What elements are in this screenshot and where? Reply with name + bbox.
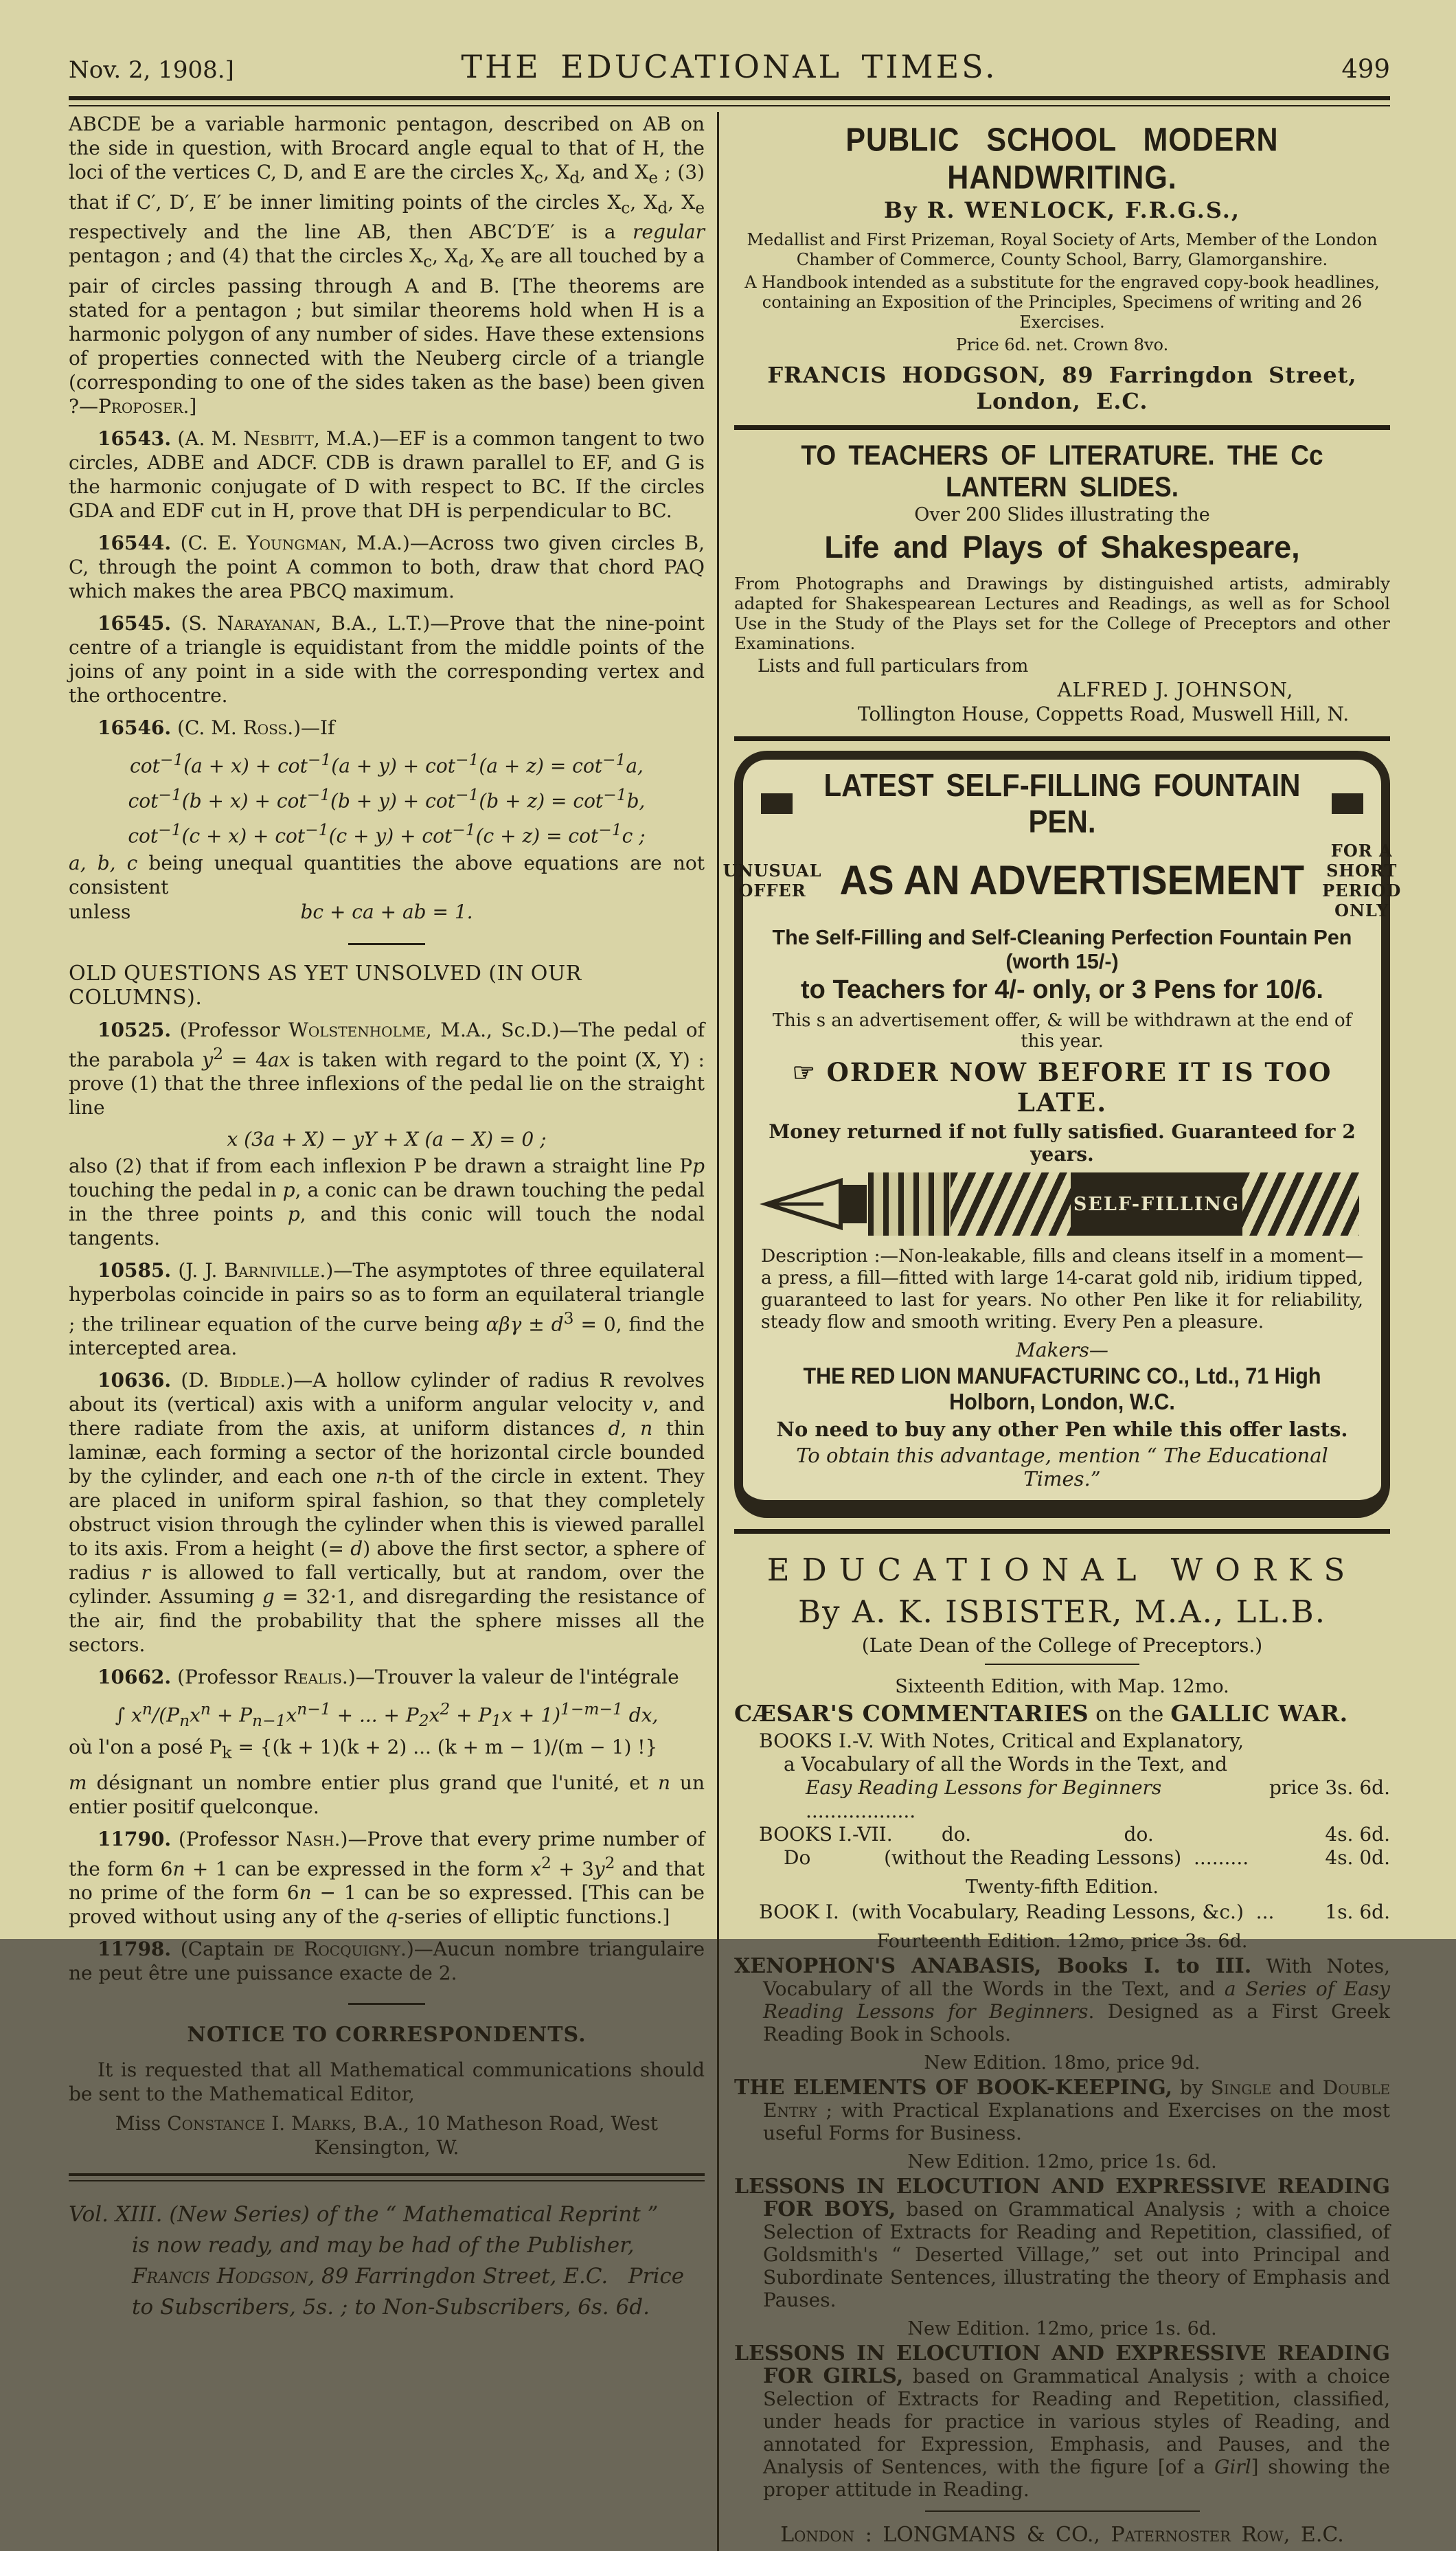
border-ornament-icon xyxy=(761,793,793,814)
pen-offer-right xyxy=(1322,841,1401,920)
equation-10525: x (3a + X) − yY + X (a − X) = 0 ; xyxy=(227,1128,547,1151)
problem-16546-tail: a, b, c being unequal quantities the above equations are not consistent xyxy=(69,851,705,898)
problem-10585: 10585. (J. J. Barniville.)—The asymptotes of three equilateral hyperbolas coincide in pairs so as to form an equilateral triangle ; the trilinear equation of the curve being $\alpha\beta\gamma \pm d^3 = 0$, find the intercepted area. xyxy=(69,1259,705,1360)
pen-line1: The Self-Filling and Self-Cleaning Perfection Fountain Pen (worth 15/-) xyxy=(772,926,1352,973)
ad-lantern-lists: Lists and full particulars from xyxy=(758,656,1029,677)
ad-divider-rule xyxy=(734,425,1390,430)
notice-address-1: Miss Constance I. Marks, B.A., 10 Matheson Road, West xyxy=(115,2112,659,2135)
ad-handwriting-blurb: A Handbook intended as a substitute for the engraved copy-book headlines, containing an Exposition of the Principles, Specimens of writing and 26 Exercises. xyxy=(744,273,1380,332)
content-columns xyxy=(69,112,1402,2551)
elocution-girls-entry: LESSONS IN ELOCUTION AND EXPRESSIVE READING FOR GIRLS, based on Grammatical Analysis ; with a choice Selection of Extracts for Reading and Repetition, classified, under heads for practice in various styles of Reading, and annotated for Expression, Emphasis, and Pauses, and the Analysis of Sentences, with the figure [of a Girl] showing the proper attitude in Reading. xyxy=(734,2342,1390,2501)
edition-line-12mo-a: New Edition. 12mo, price 1s. 6d. xyxy=(907,2151,1217,2173)
caesar-title: CÆSAR'S COMMENTARIES on the GALLIC WAR. xyxy=(734,1700,1348,1727)
pen-description: Description :—Non-leakable, fills and cleans itself in a moment—a press, a fill—fitted with large 14-carat gold nib, iridium tipped, guaranteed to last for years. No other Pen like it for reliability, steady flow and smooth writing. Every Pen a pleasure. xyxy=(761,1245,1363,1333)
ad-educational-works xyxy=(734,1552,1390,2547)
ad-handwriting-headline: PUBLIC SCHOOL MODERN HANDWRITING. xyxy=(845,122,1279,196)
edition-line-14: Fourteenth Edition. 12mo, price 3s. 6d. xyxy=(876,1931,1248,1952)
pen-no-need-line: No need to buy any other Pen while this offer lasts. xyxy=(776,1418,1348,1441)
pen-headline: LATEST SELF-FILLING FOUNTAIN PEN. xyxy=(823,767,1301,839)
pen-label-band xyxy=(1071,1172,1242,1236)
column-end-rule xyxy=(69,2173,705,2181)
pen-order-line: ☞ ORDER NOW BEFORE IT IS TOO LATE. xyxy=(792,1057,1332,1118)
notice-body: It is requested that all Mathematical communications should be sent to the Mathematical Editor, xyxy=(69,2059,705,2106)
pen-offer-big: AS AN ADVERTISEMENT xyxy=(839,857,1305,904)
ad-handwriting-publisher: FRANCIS HODGSON, 89 Farringdon Street, London, E.C. xyxy=(767,362,1357,414)
pen-guarantee: Money returned if not fully satisfied. Guaranteed for 2 years. xyxy=(769,1120,1356,1166)
problem-16543: 16543. (A. M. Nesbitt, M.A.)—EF is a common tangent to two circles, ADBE and ADCF. CDB is drawn parallel to EF, and G is the harmonic conjugate of D with respect to BC. If the circles GDA and EDF cut in H, prove that DH is perpendicular to BC. xyxy=(69,427,705,522)
page-number: 499 xyxy=(1341,54,1390,84)
fountain-pen-illustration xyxy=(765,1172,1359,1236)
pen-chevron-pattern xyxy=(951,1172,1071,1236)
problem-11790: 11790. (Professor Nash.)—Prove that every prime number of the form 6n + 1 can be expressed in the form $x^2 + 3y^2$ and that no prime of the form 6n − 1 can be so expressed. [This can be proved without using any of the q-series of elliptic functions.] xyxy=(69,1827,705,1929)
edition-line-12mo-b: New Edition. 12mo, price 1s. 6d. xyxy=(907,2318,1217,2339)
works-author: By A. K. ISBISTER, M.A., LL.B. xyxy=(798,1594,1326,1630)
issue-date: Nov. 2, 1908.] xyxy=(69,56,234,84)
pen-offer-left-line2: OFFER xyxy=(738,881,806,900)
books-1-5-line1: BOOKS I.-V. With Notes, Critical and Explanatory, xyxy=(759,1730,1244,1752)
ad-lantern-headline: TO TEACHERS OF LITERATURE. THE Cc LANTERN SLIDES. xyxy=(801,440,1323,503)
pen-offer-right-line1: FOR A SHORT xyxy=(1326,841,1398,881)
notice-heading: NOTICE TO CORRESPONDENTS. xyxy=(187,2023,587,2048)
pen-offer-left xyxy=(723,861,822,900)
ad-lantern-contact-address: Tollington House, Coppetts Road, Muswell Hill, N. xyxy=(857,703,1350,725)
problem-16544: 16544. (C. E. Youngman, M.A.)—Across two given circles B, C, through the point A common to both, draw that chord PAQ which makes the area PBCQ maximum. xyxy=(69,531,705,602)
ad-fountain-pen xyxy=(723,751,1402,1518)
price-row-books-1-7 xyxy=(734,1823,1390,1846)
pen-label-text: SELF-FILLING xyxy=(1073,1193,1240,1215)
header-rule xyxy=(69,96,1390,106)
price-row-price: 4s. 0d. xyxy=(1325,1846,1390,1869)
price-row-label: BOOKS I.-VII. do. do. xyxy=(759,1823,1154,1846)
pen-offer-row xyxy=(723,841,1402,920)
ad-lantern-body: From Photographs and Drawings by distinguished artists, admirably adapted for Shakespearean Lectures and Readings, as well as for School Use in the Study of the Plays set for the College of Preceptors and other Examinations. xyxy=(734,574,1390,653)
problem-10636: 10636. (D. Biddle.)—A hollow cylinder of radius R revolves about its (vertical) axis with a uniform angular velocity v, and there radiate from the axis, at uniform distances d, n thin laminæ, each forming a sector of the horizontal circle bounded by the cylinder, and each one n-th of the circle in extent. They are placed in uniform spiral fashion, so that they completely obstruct vision through the cylinder when this is viewed parallel to its axis. From a height (= d) above the first sector, a sphere of radius r is allowed to fall vertically, but at random, over the cylinder. Assuming g = 32·1, and disregarding the resistance of the air, find the probability that the sphere misses all the sectors. xyxy=(69,1369,705,1657)
section-rule xyxy=(348,943,425,945)
ad-handwriting-price: Price 6d. net. Crown 8vo. xyxy=(955,335,1169,354)
equation-16546-2: $\cot^{-1}(b + x) + \cot^{-1}(b + y) + \cot^{-1}(b + z) = \cot^{-1}b$, xyxy=(128,785,646,813)
ad-lantern-contact-name: ALFRED J. JOHNSON, xyxy=(1057,678,1294,701)
volume-note: Vol. XIII. (New Series) of the “ Mathematical Reprint ” is now ready, and may be had of the Publisher, Francis Hodgson, 89 Farringdon Street, E.C. Price to Subscribers, 5s. ; to Non-Subscribers, 6s. 6d. xyxy=(69,2202,685,2320)
section-rule xyxy=(348,2003,425,2005)
ad-handwriting xyxy=(734,122,1390,414)
intro-paragraph: ABCDE be a variable harmonic pentagon, described on AB on the side in question, with Brocard angle equal to that of H, the loci of the vertices C, D, and E are the circles $X_c$, $X_d$, and $X_e$ ; (3) that if C′, D′, E′ be inner limiting points of the circles $X_c$, $X_d$, $X_e$ respectively and the line AB, then ABC′D′E′ is a regular pentagon ; and (4) that the circles $X_c$, $X_d$, $X_e$ are all touched by a pair of circles passing through A and B. [The theorems are stated for a pentagon ; but similar theorems hold when H is a harmonic polygon of any number of sides. Have these extensions of properties connected with the Neuberg circle of a triangle (corresponding to one of the sides taken as the base) been given ?—Proposer.] xyxy=(69,113,705,418)
works-end-rule xyxy=(925,2510,1200,2512)
pen-grip-section xyxy=(868,1172,951,1236)
problem-10525-b: also (2) that if from each inflexion P be drawn a straight line Pp touching the pedal in p, a conic can be drawn touching the pedal in the three points p, and this conic will touch the nodal tangents. xyxy=(69,1155,705,1250)
pen-line2: to Teachers for 4/- only, or 3 Pens for 10/6. xyxy=(801,975,1323,1004)
right-column xyxy=(719,112,1402,2551)
page-title: THE EDUCATIONAL TIMES. xyxy=(461,48,998,85)
pen-offer-right-line2: PERIOD ONLY xyxy=(1322,881,1402,920)
old-questions-heading: OLD QUESTIONS AS YET UNSOLVED (IN OUR COLUMNS). xyxy=(69,961,582,1010)
equation-10662: ∫ $x^n/(P_nx^n + P_{n-1}x^{n-1}$ + ... + $P_2x^2 + P_1x + 1)^{1-m-1}$ dx, xyxy=(115,1699,659,1731)
ad-divider-rule xyxy=(734,1529,1390,1534)
equation-16546-1: $\cot^{-1}(a + x) + \cot^{-1}(a + y) + \cot^{-1}(a + z) = \cot^{-1}a$, xyxy=(130,749,644,778)
unless-line xyxy=(69,899,705,925)
bookkeeping-entry: THE ELEMENTS OF BOOK-KEEPING, by Single and Double Entry ; with Practical Explanations and Exercises on the most useful Forms for Business. xyxy=(734,2076,1391,2144)
ad-handwriting-byline: By R. WENLOCK, F.R.G.S., xyxy=(883,197,1241,223)
problem-10662-tail: m désignant un nombre entier plus grand que l'unité, et n un entier positif quelconque. xyxy=(69,1771,705,1818)
left-column xyxy=(69,112,719,2551)
publisher-footer: London : LONGMANS & CO., Paternoster Row, E.C. xyxy=(780,2523,1344,2547)
problem-16546-head: 16546. (C. M. Ross.)—If xyxy=(98,716,335,739)
pen-makers-label: Makers— xyxy=(1016,1339,1108,1361)
elocution-boys-entry: LESSONS IN ELOCUTION AND EXPRESSIVE READING FOR BOYS, based on Grammatical Analysis ; with a choice Selection of Extracts for Reading and Repetition, classified, of Goldsmith's “ Deserted Village,” set out into Principal and Subordinate Sentences, illustrating the theory of Emphasis and Pauses. xyxy=(734,2175,1390,2311)
ad-divider-rule xyxy=(734,736,1390,741)
works-rule xyxy=(985,1664,1139,1665)
ad-lantern-title: Life and Plays of Shakespeare, xyxy=(824,530,1300,565)
equation-16546-3: $\cot^{-1}(c + x) + \cot^{-1}(c + y) + \cot^{-1}(c + z) = \cot^{-1}c$ ; xyxy=(128,820,646,848)
pen-mention-line: To obtain this advantage, mention “ The Educational Times.” xyxy=(796,1444,1328,1490)
price-row-label: Do (without the Reading Lessons) ......... xyxy=(784,1846,1249,1869)
works-title: EDUCATIONAL WORKS xyxy=(766,1552,1358,1588)
border-ornament-icon xyxy=(1332,793,1363,814)
ad-handwriting-credentials: Medallist and First Prizeman, Royal Society of Arts, Member of the London Chamber of Commerce, County School, Barry, Glamorganshire. xyxy=(747,230,1378,269)
price-row-label: Easy Reading Lessons for Beginners .................. xyxy=(806,1776,1168,1822)
ad-lantern-sub: Over 200 Slides illustrating the xyxy=(914,504,1210,525)
edition-line-25: Twenty-fifth Edition. xyxy=(966,1877,1159,1898)
problem-11798: 11798. (Captain de Rocquigny.)—Aucun nombre triangulaire ne peut être une puissance exacte de 2. xyxy=(69,1938,705,1985)
price-row-book-1 xyxy=(734,1901,1390,1924)
price-row-label: BOOK I. (with Vocabulary, Reading Lessons, &c.) ... xyxy=(759,1901,1275,1923)
problem-16545: 16545. (S. Narayanan, B.A., L.T.)—Prove that the nine-point centre of a triangle is equidistant from the middle points of the joins of any point in a side with the corresponding vertex and the orthocentre. xyxy=(69,611,705,707)
notice-address-2: Kensington, W. xyxy=(314,2136,459,2159)
xenophon-entry: XENOPHON'S ANABASIS, Books I. to III. With Notes, Vocabulary of all the Words in the Text, and a Series of Easy Reading Lessons for Beginners. Designed as a First Greek Reading Book in Schools. xyxy=(734,1954,1391,2045)
problem-10662-head: 10662. (Professor Realis.)—Trouver la valeur de l'intégrale xyxy=(98,1666,679,1689)
unless-label: unless xyxy=(69,900,131,923)
price-row-price: price 3s. 6d. xyxy=(1269,1776,1390,1799)
pen-company: THE RED LION MANUFACTURINC CO., Ltd., 71 High Holborn, London, W.C. xyxy=(803,1363,1321,1415)
books-1-5-line2: a Vocabulary of all the Words in the Text, and xyxy=(784,1753,1228,1776)
ad-lantern-slides xyxy=(734,440,1390,725)
edition-line-16: Sixteenth Edition, with Map. 12mo. xyxy=(895,1676,1229,1697)
price-row-price: 1s. 6d. xyxy=(1325,1901,1390,1923)
pen-line3: This s an advertisement offer, & will be withdrawn at the end of this year. xyxy=(772,1010,1352,1052)
equation-unless: bc + ca + ab = 1. xyxy=(300,900,473,923)
pen-chevron-pattern xyxy=(1242,1172,1359,1236)
masthead xyxy=(69,48,1390,85)
problem-10525-a: 10525. (Professor Wolstenholme, M.A., Sc.D.)—The pedal of the parabola $y^2 = 4ax$ is taken with regard to the point (X, Y) : prove (1) that the three inflexions of the pedal lie on the straight line xyxy=(69,1018,705,1120)
works-dean: (Late Dean of the College of Preceptors.) xyxy=(861,1634,1263,1657)
price-row-easy-reading xyxy=(734,1776,1390,1823)
pen-headline-row xyxy=(761,767,1363,839)
price-row-do xyxy=(734,1846,1390,1870)
edition-line-18mo: New Edition. 18mo, price 9d. xyxy=(924,2052,1201,2074)
pen-offer-left-line1: UNUSUAL xyxy=(723,861,822,881)
price-row-price: 4s. 6d. xyxy=(1325,1823,1390,1846)
problem-10662-pk: où l'on a posé $P_k = \{(k + 1)(k + 2)$ ... (k + m − 1)/(m − 1) !} xyxy=(69,1736,658,1762)
pen-nib-icon xyxy=(765,1172,868,1236)
